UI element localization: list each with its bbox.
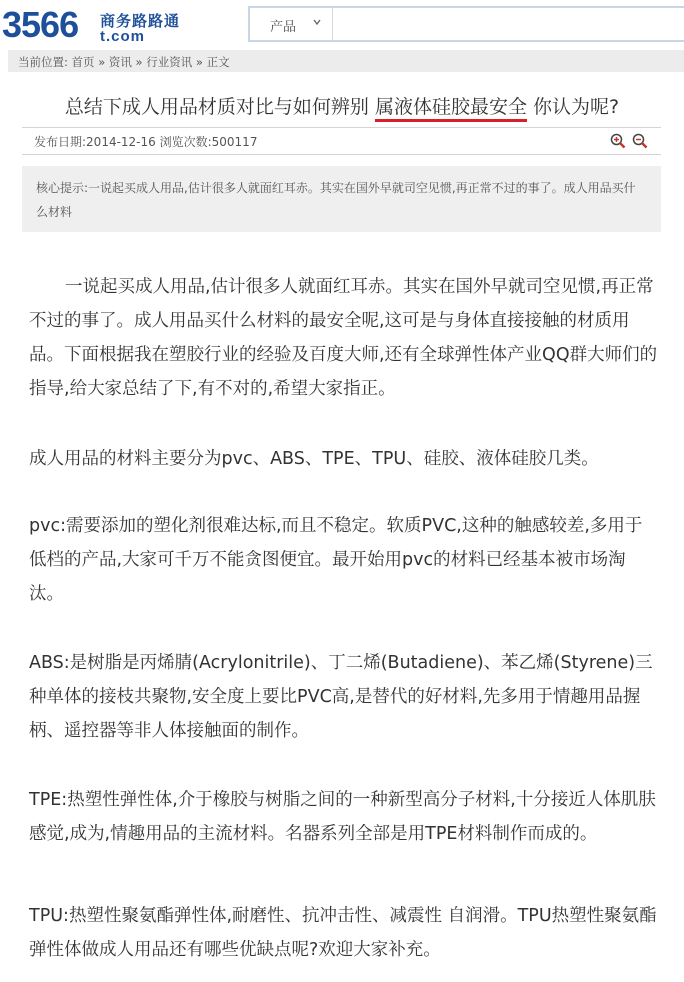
title-text: 总结下成人用品材质对比与如何辨别 (64, 96, 375, 118)
search-category-select[interactable] (250, 8, 333, 40)
breadcrumb (8, 50, 684, 72)
article-paragraph: 一说起买成人用品,估计很多人就面红耳赤。其实在国外早就司空见惯,再正常不过的事了。成人用品买什么材料的最安全呢,这可是与身体直接接触的材质用品。下面根据我在塑胶行业的经验及百度大师,还有全球弹性体产业QQ群大师们的指导,给大家总结了下,有不对的,希望大家指正。 (29, 277, 658, 399)
breadcrumb-home[interactable]: 首页 (71, 55, 95, 69)
article-paragraph: pvc:需要添加的塑化剂很难达标,而且不稳定。软质PVC,这种的触感较差,多用于低档的产品,大家可千万不能贪图便宜。最开始用pvc的材料已经基本被市场淘汰。 (29, 516, 643, 604)
breadcrumb-prefix: 当前位置: (18, 55, 68, 69)
breadcrumb-news[interactable]: 资讯 (108, 55, 132, 69)
zoom-out-icon[interactable] (632, 133, 648, 149)
breadcrumb-current: 正文 (206, 55, 230, 69)
title-highlight: 属液体硅胶最安全 (375, 96, 527, 122)
page-title (0, 92, 684, 119)
article-summary: 核心提示:一说起买成人用品,估计很多人就面红耳赤。其实在国外早就司空见惯,再正常不过的事了。成人用品买什么材料 (22, 166, 661, 232)
breadcrumb-separator: » (195, 55, 203, 69)
logo-domain: t.com (100, 28, 146, 45)
search-input[interactable] (333, 8, 677, 42)
breadcrumb-industry-news[interactable]: 行业资讯 (146, 55, 193, 69)
article-paragraph: 成人用品的材料主要分为pvc、ABS、TPE、TPU、硅胶、液体硅胶几类。 (29, 449, 599, 469)
title-tail: 你认为呢? (526, 96, 620, 118)
zoom-in-icon[interactable] (610, 133, 626, 149)
article-meta-bar (22, 127, 661, 155)
logo-chinese-name: 商务路路通 (100, 14, 181, 30)
search-category-label: 产品 (270, 20, 297, 35)
chevron-down-icon (312, 16, 322, 30)
site-header (0, 0, 684, 48)
logo-number: 3566 (2, 4, 79, 45)
search-box (248, 6, 684, 42)
breadcrumb-separator: » (98, 55, 106, 69)
article-paragraph: TPE:热塑性弹性体,介于橡胶与树脂之间的一种新型高分子材料,十分接近人体肌肤感觉,成为,情趣用品的主流材料。名器系列全部是用TPE材料制作而成的。 (29, 790, 656, 844)
article-paragraph: ABS:是树脂是丙烯腈(Acrylonitrile)、丁二烯(Butadiene)、苯乙烯(Styrene)三种单体的接枝共聚物,安全度上要比PVC高,是替代的好材料,先多用于情趣用品握柄、遥控器等非人体接触面的制作。 (29, 653, 653, 741)
article-paragraph: TPU:热塑性聚氨酯弹性体,耐磨性、抗冲击性、减震性 自润滑。TPU热塑性聚氨酯弹性体做成人用品还有哪些优缺点呢?欢迎大家补充。 (29, 906, 657, 960)
breadcrumb-separator: » (135, 55, 143, 69)
publish-info: 发布日期:2014-12-16 浏览次数:500117 (34, 135, 258, 149)
